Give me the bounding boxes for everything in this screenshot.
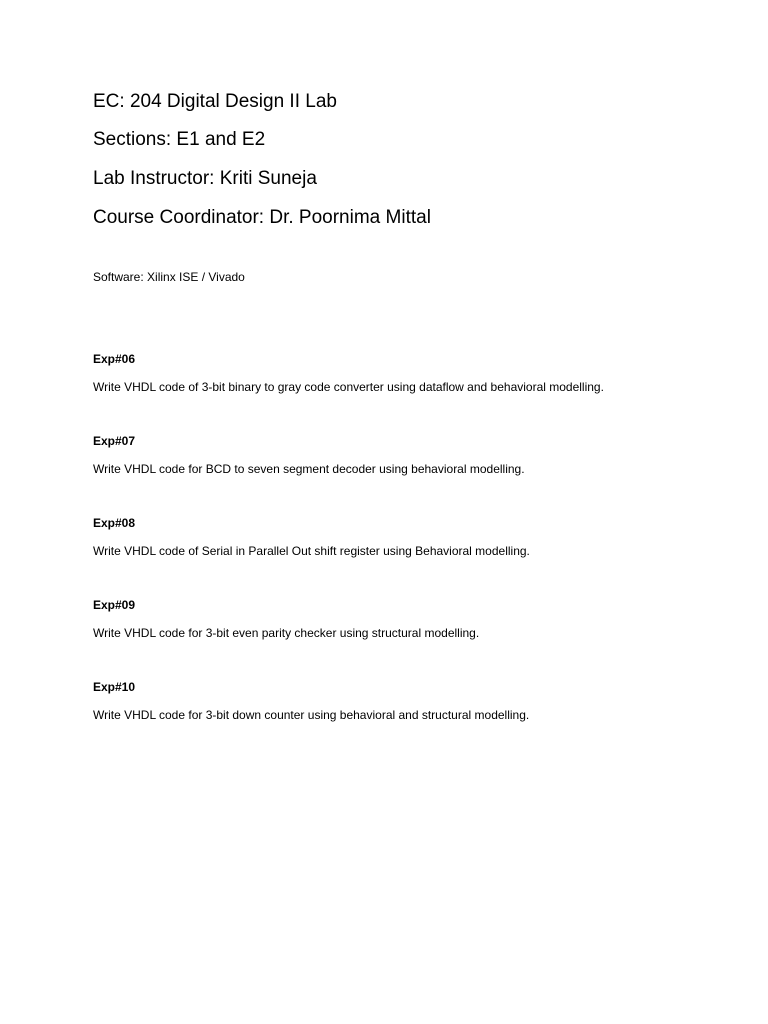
experiment-description: Write VHDL code of 3-bit binary to gray code converter using dataflow and behavioral modelling. <box>93 380 604 394</box>
coordinator-line: Course Coordinator: Dr. Poornima Mittal <box>93 207 431 228</box>
experiment-title: Exp#06 <box>93 352 136 366</box>
experiment-item <box>93 351 733 395</box>
experiment-description: Write VHDL code for 3-bit even parity checker using structural modelling. <box>93 626 480 640</box>
experiment-item <box>93 433 733 477</box>
sections-line: Sections: E1 and E2 <box>93 129 266 150</box>
experiment-title: Exp#07 <box>93 434 136 448</box>
software-line: Software: Xilinx ISE / Vivado <box>93 270 245 284</box>
experiment-item <box>93 515 733 559</box>
experiment-description: Write VHDL code of Serial in Parallel Out shift register using Behavioral modelling. <box>93 544 530 558</box>
instructor-line: Lab Instructor: Kriti Suneja <box>93 168 317 189</box>
experiment-title: Exp#08 <box>93 516 136 530</box>
experiment-description: Write VHDL code for BCD to seven segment decoder using behavioral modelling. <box>93 462 525 476</box>
experiment-description: Write VHDL code for 3-bit down counter using behavioral and structural modelling. <box>93 708 530 722</box>
experiment-item <box>93 679 733 723</box>
experiment-title: Exp#09 <box>93 598 136 612</box>
experiment-item <box>93 597 733 641</box>
experiment-title: Exp#10 <box>93 680 136 694</box>
course-title: EC: 204 Digital Design II Lab <box>93 91 337 112</box>
